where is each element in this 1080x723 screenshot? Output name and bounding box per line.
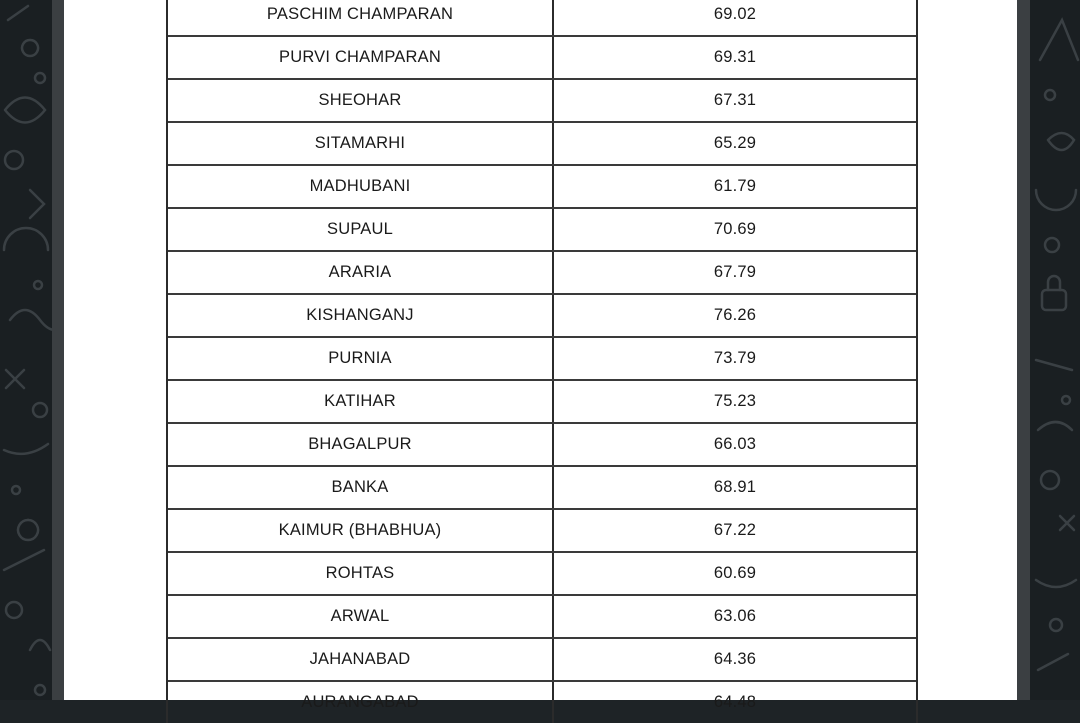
value-cell: 67.22 <box>713 521 757 539</box>
table-row <box>168 551 916 594</box>
district-cell: KATIHAR <box>168 381 554 422</box>
value-cell: 73.79 <box>713 349 757 367</box>
district-cell: ARARIA <box>168 252 554 293</box>
viewer-margin-right <box>1017 0 1030 700</box>
district-cell: SUPAUL <box>168 209 554 250</box>
district-cell: BHAGALPUR <box>168 424 554 465</box>
value-cell: 76.26 <box>713 306 757 324</box>
doodle-pattern-icon <box>0 0 52 700</box>
table-row <box>168 379 916 422</box>
table-row <box>168 164 916 207</box>
value-cell: 66.03 <box>713 435 757 453</box>
table-row <box>168 594 916 637</box>
district-table <box>166 0 918 723</box>
district-cell: SHEOHAR <box>168 80 554 121</box>
table-row <box>168 121 916 164</box>
viewer-margin-left <box>52 0 64 700</box>
value-cell: 69.02 <box>713 5 757 23</box>
district-cell: BANKA <box>168 467 554 508</box>
chat-wallpaper-left <box>0 0 52 700</box>
table-row <box>168 508 916 551</box>
table-row <box>168 78 916 121</box>
table-row <box>168 207 916 250</box>
document-page <box>64 0 1017 711</box>
district-cell: AURANGABAD <box>168 682 554 723</box>
value-cell: 67.31 <box>713 91 757 109</box>
chat-wallpaper-right <box>1030 0 1080 700</box>
doodle-pattern-icon <box>1030 0 1080 700</box>
district-cell: MADHUBANI <box>168 166 554 207</box>
table-row <box>168 250 916 293</box>
table-row <box>168 422 916 465</box>
value-cell: 68.91 <box>713 478 757 496</box>
district-cell: JAHANABAD <box>168 639 554 680</box>
district-cell: ROHTAS <box>168 553 554 594</box>
table-row <box>168 336 916 379</box>
value-cell: 65.29 <box>713 134 757 152</box>
district-cell: KAIMUR (BHABHUA) <box>168 510 554 551</box>
district-cell: KISHANGANJ <box>168 295 554 336</box>
value-cell: 60.69 <box>713 564 757 582</box>
table-row <box>168 680 916 723</box>
value-cell: 61.79 <box>713 177 757 195</box>
district-cell: ARWAL <box>168 596 554 637</box>
value-cell: 69.31 <box>713 48 757 66</box>
district-cell: PURVI CHAMPARAN <box>168 37 554 78</box>
value-cell: 63.06 <box>713 607 757 625</box>
table-row <box>168 35 916 78</box>
table-row <box>168 465 916 508</box>
table-row <box>168 293 916 336</box>
value-cell: 67.79 <box>713 263 757 281</box>
value-cell: 64.36 <box>713 650 757 668</box>
table-row <box>168 637 916 680</box>
district-cell: PASCHIM CHAMPARAN <box>168 0 554 35</box>
district-cell: SITAMARHI <box>168 123 554 164</box>
value-cell: 70.69 <box>713 220 757 238</box>
table-row <box>168 0 916 35</box>
value-cell: 75.23 <box>713 392 757 410</box>
value-cell: 64.48 <box>713 693 757 711</box>
district-cell: PURNIA <box>168 338 554 379</box>
